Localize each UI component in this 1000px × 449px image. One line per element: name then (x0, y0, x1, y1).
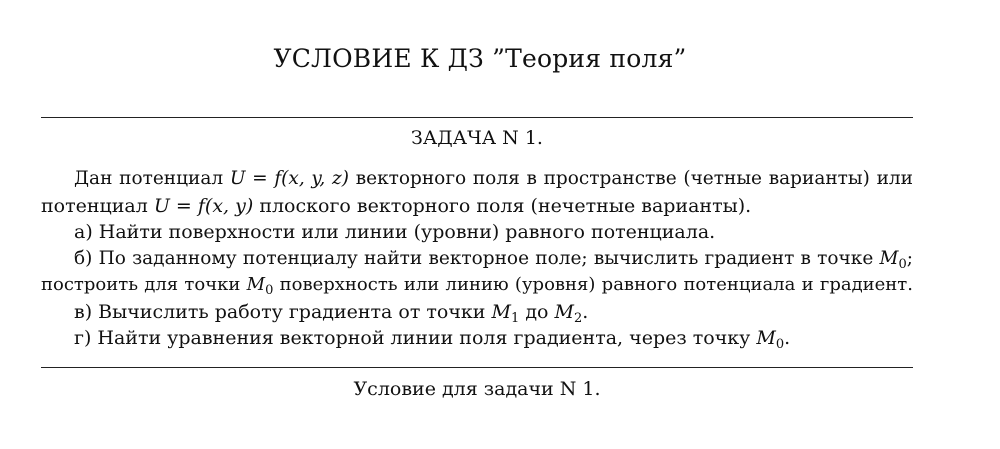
bottom-divider (41, 367, 913, 368)
item-c-text: в) Вычислить работу градиента от точки (74, 300, 486, 323)
point-letter: M (554, 300, 574, 323)
item-b-line-1 (41, 246, 913, 273)
point-letter: M (491, 300, 511, 323)
point-m0 (879, 247, 907, 272)
item-d-text: г) Найти уравнения векторной линии поля градиента, через точку (74, 327, 751, 349)
item-b-text: построить для точки (41, 274, 241, 295)
top-divider (41, 117, 913, 118)
footer-caption: Условие для задачи N 1. (353, 378, 601, 400)
page-title: УСЛОВИЕ К ДЗ ”Теория поля” (273, 44, 687, 73)
item-b-punctuation: ; (906, 247, 913, 269)
potential-formula-3d: U = f(x, y, z) (229, 168, 349, 189)
point-m2 (554, 300, 583, 326)
item-c (41, 299, 913, 326)
item-d-punctuation: . (784, 327, 791, 349)
task-statement (41, 166, 913, 352)
paragraph-text: плоского векторного поля (нечетные варианты). (259, 194, 752, 217)
item-b-text: б) По заданному потенциалу найти векторное поле; вычислить градиент в точке (74, 247, 874, 269)
item-c-text: до (525, 300, 549, 323)
point-subscript: 0 (775, 337, 785, 352)
point-subscript: 1 (510, 310, 520, 326)
point-subscript: 2 (573, 310, 583, 326)
potential-formula-2d: U = f(x, y) (153, 194, 254, 217)
item-c-punctuation: . (582, 300, 589, 323)
point-subscript: 0 (898, 256, 907, 272)
paragraph-text: потенциал (41, 194, 148, 217)
point-m0 (246, 274, 274, 298)
point-m1 (491, 300, 520, 326)
item-a: а) Найти поверхности или линии (уровни) равного потенциала. (74, 221, 716, 243)
paragraph-text: Дан потенциал (74, 168, 224, 189)
item-b-line-2 (41, 272, 913, 299)
task-heading: ЗАДАЧА N 1. (411, 127, 543, 149)
item-b-text: поверхность или линию (уровня) равного потенциала и градиент. (279, 274, 913, 295)
point-letter: M (246, 274, 266, 295)
paragraph-line-2 (41, 193, 913, 220)
point-m0 (756, 327, 785, 352)
item-d (41, 325, 913, 352)
paragraph-line-1 (41, 166, 913, 193)
point-letter: M (756, 327, 776, 349)
point-subscript: 0 (265, 283, 274, 298)
paragraph-text: векторного поля в пространстве (четные варианты) или (355, 168, 913, 189)
point-letter: M (879, 247, 899, 269)
